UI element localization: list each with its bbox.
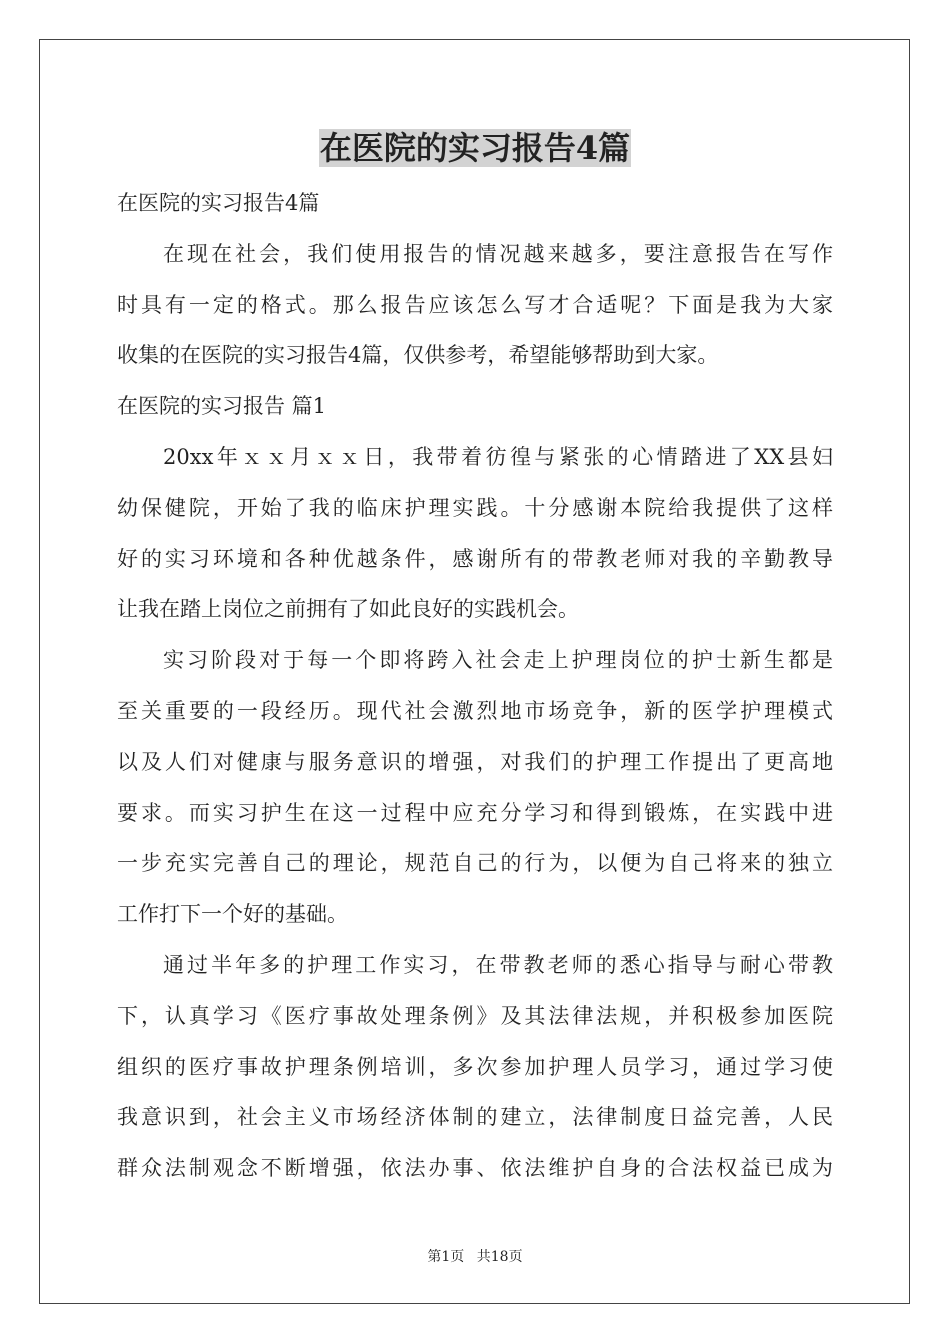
text-line: 时具有一定的格式。那么报告应该怎么写才合适呢？下面是我为大家: [117, 292, 833, 317]
page-total: 共18页: [476, 1249, 523, 1265]
text-line: 20xx年ｘｘ月ｘｘ日，我带着彷徨与紧张的心情踏进了XX县妇: [163, 444, 833, 469]
text-line: 下，认真学习《医疗事故处理条例》及其法律法规，并积极参加医院: [117, 1003, 833, 1028]
text-line: 以及人们对健康与服务意识的增强，对我们的护理工作提出了更高地: [117, 749, 833, 774]
text-line: 在医院的实习报告 篇1: [117, 394, 327, 419]
text-line: 在医院的实习报告4篇: [117, 191, 320, 215]
text-line: 让我在踏上岗位之前拥有了如此良好的实践机会。: [117, 597, 579, 622]
text-line: 幼保健院，开始了我的临床护理实践。十分感谢本院给我提供了这样: [117, 495, 833, 520]
text-line: 要求。而实习护生在这一过程中应充分学习和得到锻炼，在实践中进: [117, 800, 833, 825]
document-body: [117, 178, 833, 1194]
text-line: 好的实习环境和各种优越条件，感谢所有的带教老师对我的辛勤教导: [117, 546, 833, 571]
text-line: 我意识到，社会主义市场经济体制的建立，法律制度日益完善，人民: [117, 1105, 833, 1130]
document-title-text: 在医院的实习报告4篇: [319, 129, 631, 167]
document-title: [0, 126, 950, 170]
text-line: 组织的医疗事故护理条例培训，多次参加护理人员学习，通过学习使: [117, 1054, 833, 1079]
text-line: 在现在社会，我们使用报告的情况越来越多，要注意报告在写作: [163, 241, 833, 266]
text-line: 至关重要的一段经历。现代社会激烈地市场竞争，新的医学护理模式: [117, 698, 833, 723]
page-number: 第1页: [427, 1249, 465, 1265]
text-line: 实习阶段对于每一个即将跨入社会走上护理岗位的护士新生都是: [163, 648, 833, 673]
page-footer: [0, 1246, 950, 1266]
text-line: 收集的在医院的实习报告4篇，仅供参考，希望能够帮助到大家。: [117, 343, 719, 368]
text-line: 群众法制观念不断增强，依法办事、依法维护自身的合法权益已成为: [117, 1156, 833, 1181]
text-line: 一步充实完善自己的理论，规范自己的行为，以便为自己将来的独立: [117, 851, 833, 876]
text-line: 工作打下一个好的基础。: [117, 902, 348, 927]
text-line: 通过半年多的护理工作实习，在带教老师的悉心指导与耐心带教: [163, 952, 833, 977]
